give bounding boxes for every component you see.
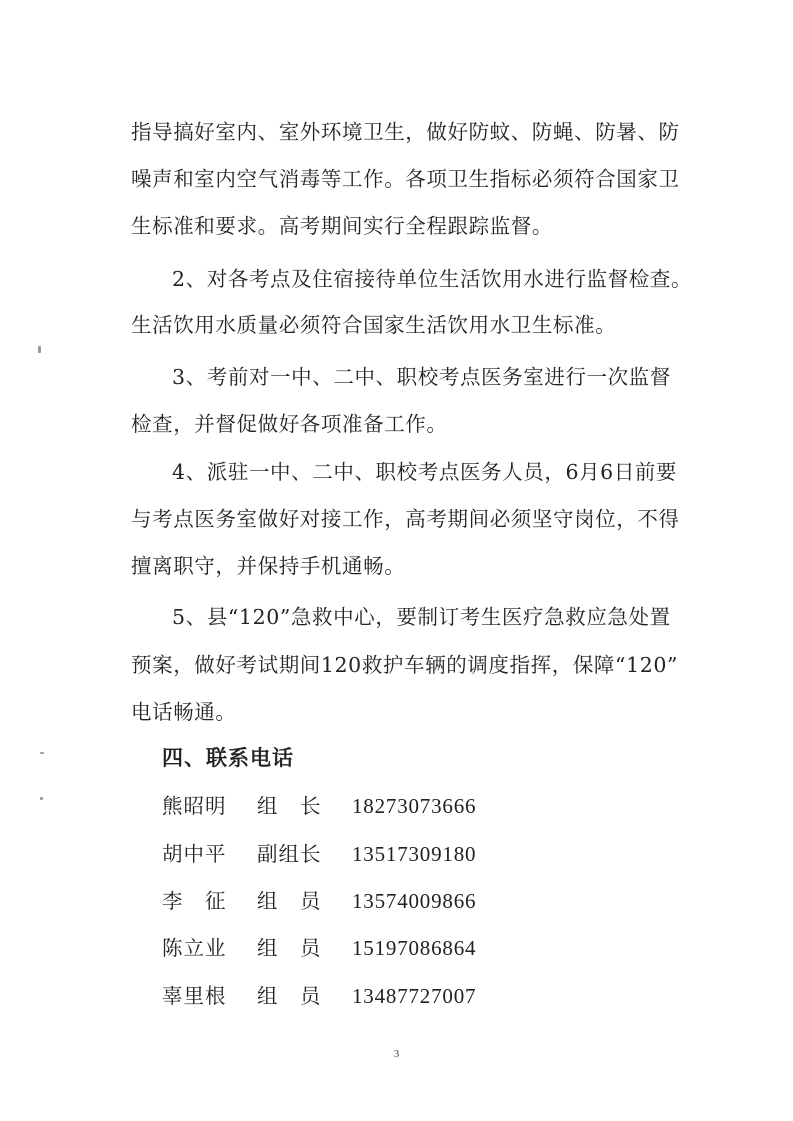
body-line-4: 2、对各考点及住宿接待单位生活饮用水进行监督检查。 xyxy=(172,267,693,291)
body-line-8: 4、派驻一中、二中、职校考点医务人员，6月6日前要 xyxy=(172,460,678,484)
body-line-9: 与考点医务室做好对接工作，高考期间必须坚守岗位，不得 xyxy=(131,507,680,531)
contact-row xyxy=(0,839,793,869)
contact-role: 组 员 xyxy=(257,984,322,1008)
contact-row xyxy=(0,791,793,821)
body-line-10: 擅离职守，并保持手机通畅。 xyxy=(131,554,406,578)
body-line-7: 检查，并督促做好各项准备工作。 xyxy=(131,412,448,436)
scan-speck xyxy=(40,752,44,754)
contact-phone: 18273073666 xyxy=(352,794,477,818)
contact-phone: 13517309180 xyxy=(352,842,477,866)
contact-phone: 15197086864 xyxy=(352,936,477,960)
body-line-12: 预案，做好考试期间120救护车辆的调度指挥，保障“120” xyxy=(131,653,679,677)
body-line-1: 指导搞好室内、室外环境卫生，做好防蚊、防蝇、防暑、防 xyxy=(131,120,680,144)
contact-row xyxy=(0,886,793,916)
contact-role: 组 长 xyxy=(257,794,322,818)
contact-phone: 13574009866 xyxy=(352,889,477,913)
contact-phone: 13487727007 xyxy=(352,984,477,1008)
contact-row xyxy=(0,933,793,963)
contact-name: 李 征 xyxy=(162,889,227,913)
body-line-3: 生标准和要求。高考期间实行全程跟踪监督。 xyxy=(131,214,553,238)
contact-role: 组 员 xyxy=(257,889,322,913)
contact-row xyxy=(0,981,793,1011)
body-line-11: 5、县“120”急救中心，要制订考生医疗急救应急处置 xyxy=(172,605,671,629)
scan-speck xyxy=(40,797,43,800)
body-line-6: 3、考前对一中、二中、职校考点医务室进行一次监督 xyxy=(172,365,671,389)
body-line-13: 电话畅通。 xyxy=(131,700,237,724)
contact-name: 辜里根 xyxy=(162,984,227,1008)
scan-speck xyxy=(38,346,41,353)
body-line-5: 生活饮用水质量必须符合国家生活饮用水卫生标准。 xyxy=(131,313,617,337)
section-heading-contacts: 四、联系电话 xyxy=(162,746,294,770)
page-number: 3 xyxy=(393,1048,400,1060)
contact-role: 组 员 xyxy=(257,936,322,960)
contact-name: 陈立业 xyxy=(162,936,227,960)
contact-name: 熊昭明 xyxy=(162,794,227,818)
body-line-2: 噪声和室内空气消毒等工作。各项卫生指标必须符合国家卫 xyxy=(131,167,680,191)
contact-role: 副组长 xyxy=(257,842,322,866)
contact-name: 胡中平 xyxy=(162,842,227,866)
